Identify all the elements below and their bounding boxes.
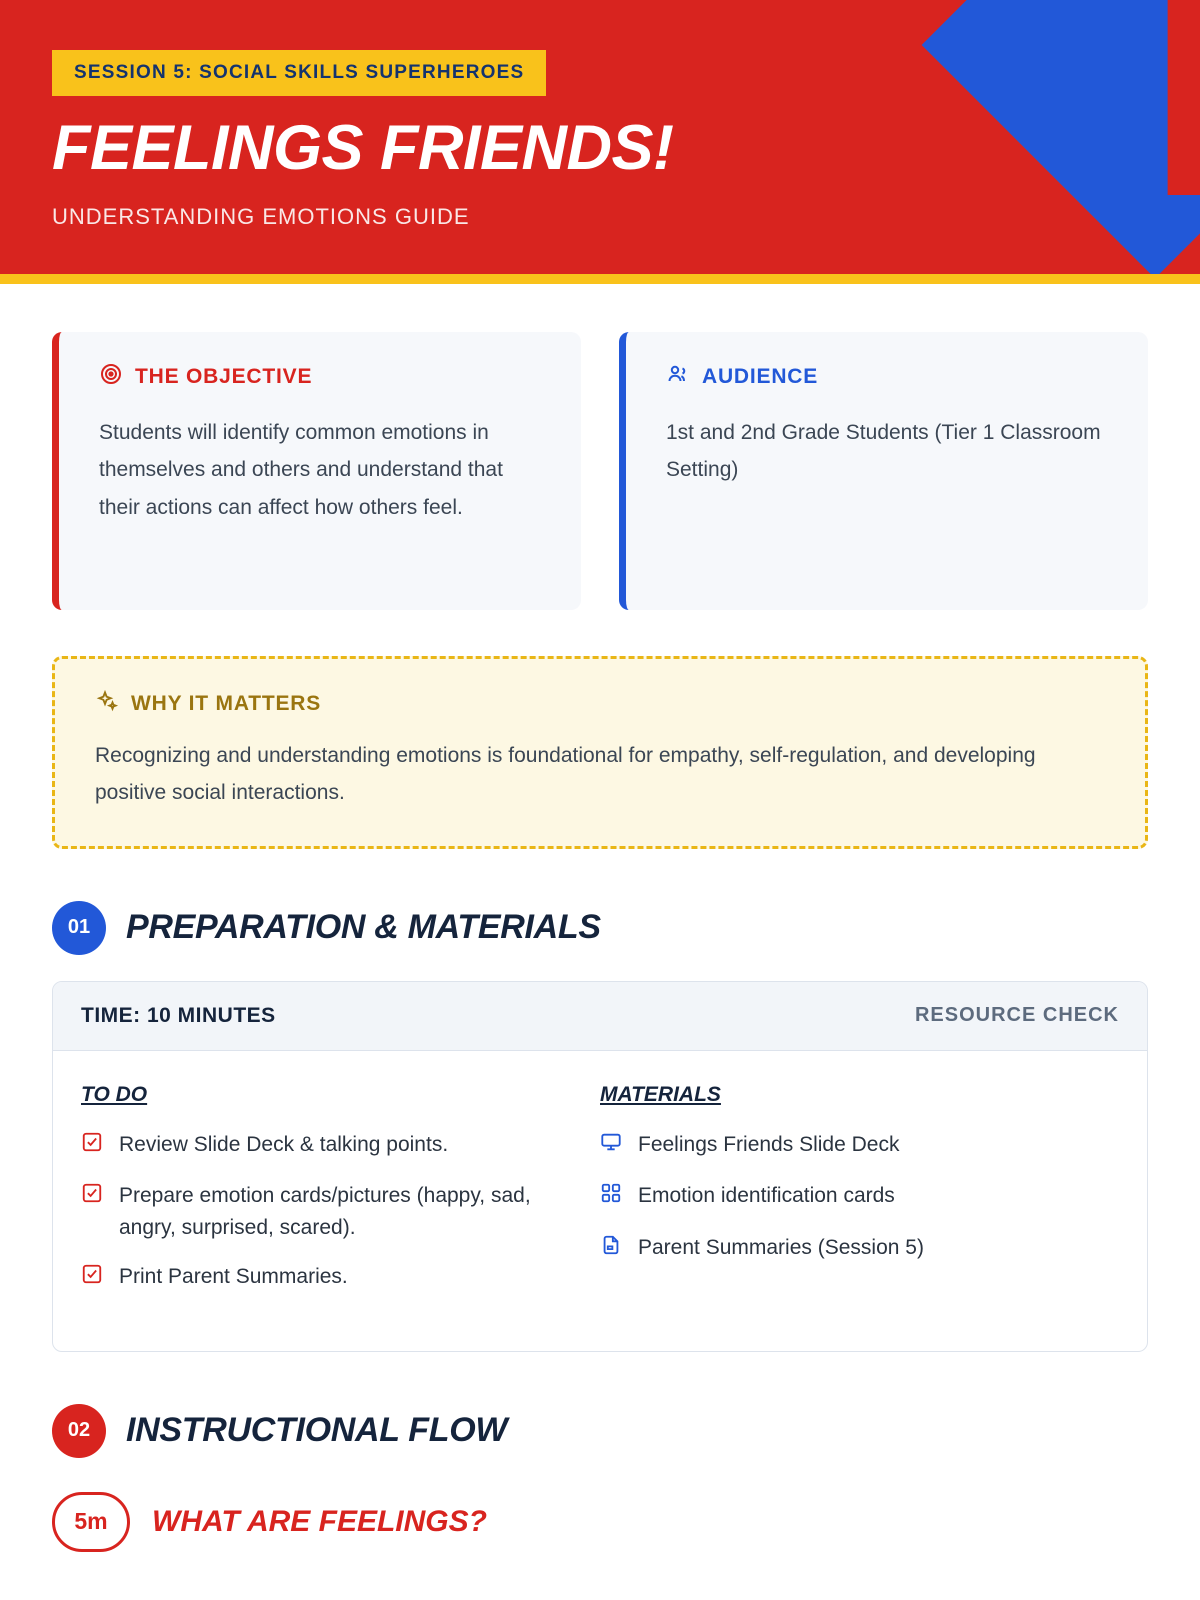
- checkbox-checked-icon[interactable]: [81, 1131, 103, 1163]
- target-icon: [99, 362, 123, 392]
- list-item: [600, 1180, 1095, 1214]
- list-item-label: Emotion identification cards: [638, 1184, 895, 1208]
- objective-card-body: Students will identify common emotions in themselves and others and understand that their actions can affect how others feel.: [99, 421, 503, 519]
- info-card-row: [0, 284, 1200, 610]
- audience-card: [619, 332, 1148, 610]
- page-header: [0, 0, 1200, 274]
- monitor-icon: [600, 1131, 622, 1163]
- corner-decoration-inner: [1168, 0, 1200, 195]
- section-number-badge: 02: [52, 1404, 106, 1458]
- list-item: [600, 1129, 1095, 1163]
- todo-column-title: TO DO: [81, 1082, 148, 1106]
- audience-card-header: [666, 362, 1114, 392]
- list-item: [600, 1232, 1095, 1266]
- flow-item-title: WHAT ARE FEELINGS?: [152, 1504, 487, 1538]
- sparkles-icon: [95, 689, 119, 719]
- preparation-columns: [53, 1051, 1147, 1351]
- list-item-label: Prepare emotion cards/pictures (happy, sad, angry, surprised, scared).: [119, 1184, 531, 1239]
- section-heading-preparation: [52, 901, 1148, 955]
- objective-card: [52, 332, 581, 610]
- list-item-label: Print Parent Summaries.: [119, 1265, 348, 1289]
- materials-column-title: MATERIALS: [600, 1082, 721, 1106]
- audience-card-title: AUDIENCE: [702, 365, 819, 388]
- section-title: INSTRUCTIONAL FLOW: [126, 1411, 508, 1450]
- checkbox-checked-icon[interactable]: [81, 1182, 103, 1214]
- list-item[interactable]: [81, 1261, 576, 1295]
- why-it-matters-header: [95, 689, 1105, 719]
- users-icon: [666, 362, 690, 392]
- section-title: PREPARATION & MATERIALS: [126, 908, 601, 947]
- grid-cards-icon: [600, 1182, 622, 1214]
- flow-duration-badge: 5m: [52, 1492, 130, 1552]
- why-it-matters-box: [52, 656, 1148, 849]
- page-subtitle: UNDERSTANDING EMOTIONS GUIDE: [52, 204, 470, 229]
- section-number-badge: 01: [52, 901, 106, 955]
- checkbox-checked-icon[interactable]: [81, 1263, 103, 1295]
- audience-card-body: 1st and 2nd Grade Students (Tier 1 Classroom Setting): [666, 421, 1101, 482]
- flow-item: [52, 1492, 1148, 1552]
- objective-card-header: [99, 362, 547, 392]
- preparation-panel: [52, 981, 1148, 1352]
- page-title: FEELINGS FRIENDS!: [52, 113, 674, 183]
- list-item[interactable]: [81, 1180, 576, 1243]
- preparation-time-label: TIME: 10 MINUTES: [81, 1003, 276, 1027]
- list-item-label: Review Slide Deck & talking points.: [119, 1132, 449, 1156]
- file-icon: [600, 1234, 622, 1266]
- materials-column: [600, 1083, 1119, 1313]
- resource-check-label: RESOURCE CHECK: [914, 1004, 1119, 1027]
- section-heading-instructional-flow: [52, 1404, 1148, 1458]
- preparation-panel-bar: [53, 982, 1147, 1051]
- why-it-matters-title: WHY IT MATTERS: [131, 692, 322, 715]
- objective-card-title: THE OBJECTIVE: [135, 365, 313, 388]
- session-badge: SESSION 5: SOCIAL SKILLS SUPERHEROES: [52, 50, 546, 96]
- list-item[interactable]: [81, 1129, 576, 1163]
- todo-column: [81, 1083, 600, 1313]
- header-accent-rule: [0, 274, 1200, 284]
- list-item-label: Parent Summaries (Session 5): [638, 1235, 924, 1259]
- list-item-label: Feelings Friends Slide Deck: [638, 1132, 900, 1156]
- why-it-matters-body: Recognizing and understanding emotions is foundational for empathy, self-regulation, and developing positive social interactions.: [95, 744, 1036, 805]
